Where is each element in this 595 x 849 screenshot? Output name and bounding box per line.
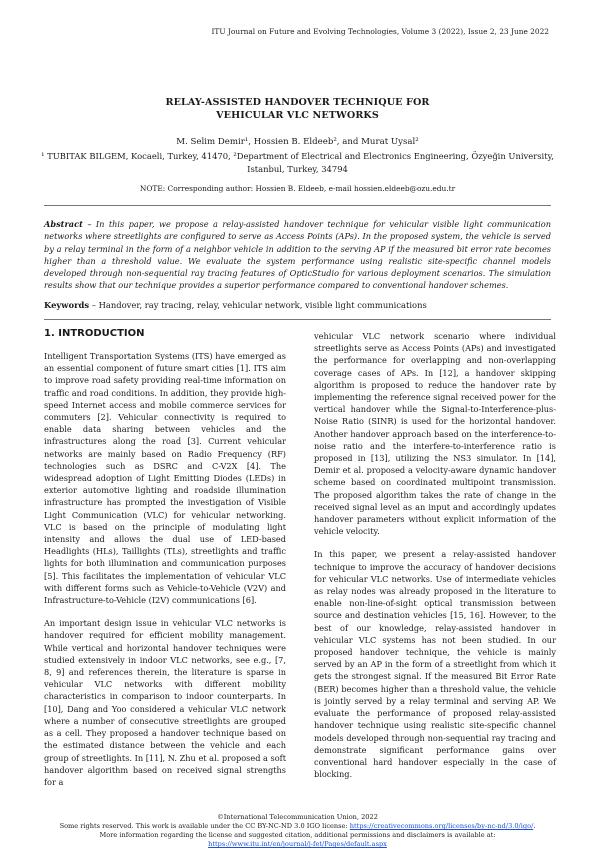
paragraph: An important design issue in vehicular VLC networks is handover required for efficient mobility management. While vertical and horizontal handover techniques were studied extensively in indoor VLC networks, see e.g., [7, 8, 9] and references therein, the literature is sparse in vehicular VLC networks with different mobility characteristics in comparison to indoor counterparts. In [10], Dang and Yoo considered a vehicular VLC network where a number of consecutive streetlights are grouped as a cell. They proposed a handover technique based on the estimated distance between the vehicle and each group of streetlights. In [11], N. Zhu et al. proposed a soft handover algorithm based on received signal strengths for a bbox=[44, 618, 286, 787]
left-column bbox=[44, 350, 286, 799]
section-heading-introduction: 1. INTRODUCTION bbox=[44, 328, 145, 339]
keywords bbox=[44, 300, 551, 310]
affiliations: ¹ TUBITAK BILGEM, Kocaeli, Turkey, 41470, ²Department of Electrical and Electronics Engineering, Özyeğin University, Istanbul, Turkey, 34794 bbox=[41, 151, 554, 174]
license-suffix: . bbox=[533, 822, 536, 830]
abstract-text: – In this paper, we propose a relay-assisted handover technique for vehicular visible light communication networks where streetlights are configured to serve as Access Points (APs). In the proposed system, the vehicle is served by a relay terminal in the form of a neighbor vehicle in addition to the serving AP if the measured bit error rate becomes higher than a threshold value. We evaluate the system performance using realistic site-specific channel models developed through non-sequential ray tracing features of OpticStudio for various deployment scenarios. The simulation results show that our technique provides a superior performance compared to conventional handover schemes. bbox=[44, 219, 551, 291]
license-line bbox=[0, 822, 595, 831]
keywords-bottom-rule bbox=[44, 319, 551, 320]
title-line-1: RELAY-ASSISTED HANDOVER TECHNIQUE FOR bbox=[165, 97, 430, 108]
abstract bbox=[44, 218, 551, 292]
right-column bbox=[314, 330, 556, 791]
corresponding-author-note: NOTE: Corresponding author: Hossien B. Eldeeb, e-mail hossien.eldeeb@ozu.edu.tr bbox=[139, 184, 456, 193]
license-text: Some rights reserved. This work is available under the CC BY-NC-ND 3.0 IGO license: bbox=[59, 822, 350, 830]
license-link[interactable]: https://creativecommons.org/licenses/by-nc-nd/3.0/igo/ bbox=[349, 822, 534, 830]
copyright-line: ©International Telecommunication Union, 2022 bbox=[217, 813, 378, 821]
footer bbox=[0, 813, 595, 849]
keywords-label: Keywords bbox=[44, 300, 90, 310]
authors: M. Selim Demir¹, Hossien B. Eldeeb², and Murat Uysal² bbox=[176, 137, 419, 147]
abstract-top-rule bbox=[44, 205, 551, 206]
running-header: ITU Journal on Future and Evolving Technologies, Volume 3 (2022), Issue 2, 23 June 2022 bbox=[211, 27, 549, 36]
journal-link[interactable]: https://www.itu.int/en/journal/j-fet/Pages/default.aspx bbox=[208, 840, 387, 848]
paragraph: In this paper, we present a relay-assisted handover technique to improve the accuracy of handover decisions for vehicular VLC networks. Use of intermediate vehicles as relay nodes was already proposed in the literature to enable non-line-of-sight optical transmission between source and destination vehicles [15, 16]. However, to the best of our knowledge, relay-assisted handover in vehicular VLC systems has not been studied. In our proposed handover technique, the vehicle is mainly served by an AP in the form of a streetlight from which it gets the strongest signal. If the measured Bit Error Rate (BER) becomes higher than a threshold value, the vehicle is jointly served by a relay terminal and serving AP. We evaluate the performance of proposed relay-assisted handover technique using realistic site-specific channel models developed through non-sequential ray tracing and demonstrate significant performance gains over conventional hard handover especially in the case of blocking. bbox=[314, 549, 556, 780]
paragraph: Intelligent Transportation Systems (ITS) have emerged as an essential component of future smart cities [1]. ITS aim to improve road safety providing real-time information on traffic and road conditions. In addition, they provide high-speed Internet access and mobile commerce services for commuters [2]. Vehicular connectivity is required to enable data sharing between vehicles and the infrastructures along the road [3]. Current vehicular networks are mainly based on Radio Frequency (RF) technologies such as DSRC and C-V2X [4]. The widespread adoption of Light Emitting Diodes (LEDs) in exterior automotive lighting and roadside illumination infrastructure has prompted the investigation of Visible Light Communication (VLC) for vehicular networking. VLC is based on the principle of modulating light intensity and allows the dual use of LED-based Headlights (HLs), Taillights (TLs), streetlights and traffic lights for both illumination and communication purposes [5]. This facilitates the implementation of vehicular VLC with different forms such as Vehicle-to-Vehicle (V2V) and Infrastructure-to-Vehicle (I2V) communications [6]. bbox=[44, 351, 286, 606]
paper-title bbox=[0, 96, 595, 122]
journal-link-line bbox=[0, 840, 595, 849]
abstract-label: Abstract bbox=[44, 219, 83, 229]
title-line-2: VEHICULAR VLC NETWORKS bbox=[216, 110, 379, 121]
more-info-line: More information regarding the license and suggested citation, additional permissions and disclaimers is available at: bbox=[99, 831, 496, 839]
paragraph: vehicular VLC network scenario where individual streetlights serve as Access Points (APs) and investigated the performance for overlapping and non-overlapping coverage cases of APs. In [12], a handover skipping algorithm is proposed to reduce the handover rate by implementing the reference signal received power for the vertical handover while the Signal-to-Interference-plus-Noise Ratio (SINR) is used for the horizontal handover. Another handover approach based on the interference-to-noise ratio and the interfere-to-interference ratio is proposed in [13], utilizing the NS3 simulator. In [14], Demir et al. proposed a velocity-aware dynamic handover scheme based on coordinated multipoint transmission. The proposed algorithm takes the rate of change in the received signal level as an input and accordingly updates handover parameters without explicit information of the vehicle velocity. bbox=[314, 331, 556, 537]
keywords-text: – Handover, ray tracing, relay, vehicular network, visible light communications bbox=[89, 300, 427, 310]
